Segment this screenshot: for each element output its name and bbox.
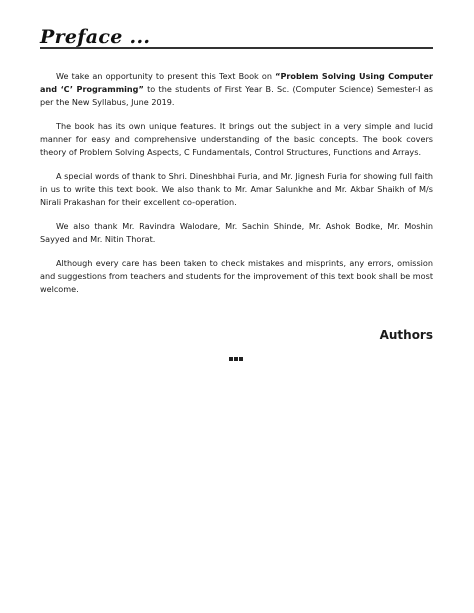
authors-signature: Authors	[379, 328, 433, 342]
page-heading: Preface ...	[40, 26, 151, 48]
paragraph-feedback: Although every care has been taken to check mistakes and misprints, any errors, omission and suggestions from teachers and students for the improvement of this text book shall be most welcome.	[40, 258, 433, 294]
paragraph-intro-tail: to the students of First Year B. Sc. (Computer Science) Semester-I as per the New Syllabus, June 2019.	[40, 84, 433, 107]
paragraph-intro	[40, 70, 433, 109]
paragraph-features: The book has its own unique features. It brings out the subject in a very simple and lucid manner for easy and comprehensive understanding of the basic concepts. The book covers theory of Problem Solving Aspects, C Fundamentals, Control Structures, Functions and Arrays.	[40, 121, 433, 157]
heading-rule	[40, 47, 433, 49]
end-mark-square	[239, 357, 243, 361]
end-mark-square	[234, 357, 238, 361]
preface-body	[40, 70, 433, 307]
end-mark	[229, 357, 243, 361]
end-mark-square	[229, 357, 233, 361]
paragraph-thanks-people: We also thank Mr. Ravindra Walodare, Mr. Sachin Shinde, Mr. Ashok Bodke, Mr. Moshin Sayyed and Mr. Nitin Thorat.	[40, 221, 433, 244]
paragraph-intro-lead: We take an opportunity to present this Text Book on	[56, 71, 276, 81]
paragraph-thanks-publisher: A special words of thank to Shri. Dineshbhai Furia, and Mr. Jignesh Furia for showing full faith in us to write this text book. We also thank to Mr. Amar Salunkhe and Mr. Akbar Shaikh of M/s Nirali Prakashan for their excellent co-operation.	[40, 171, 433, 207]
book-title: “Problem Solving Using Computer and ‘C’ Programming”	[40, 71, 434, 94]
